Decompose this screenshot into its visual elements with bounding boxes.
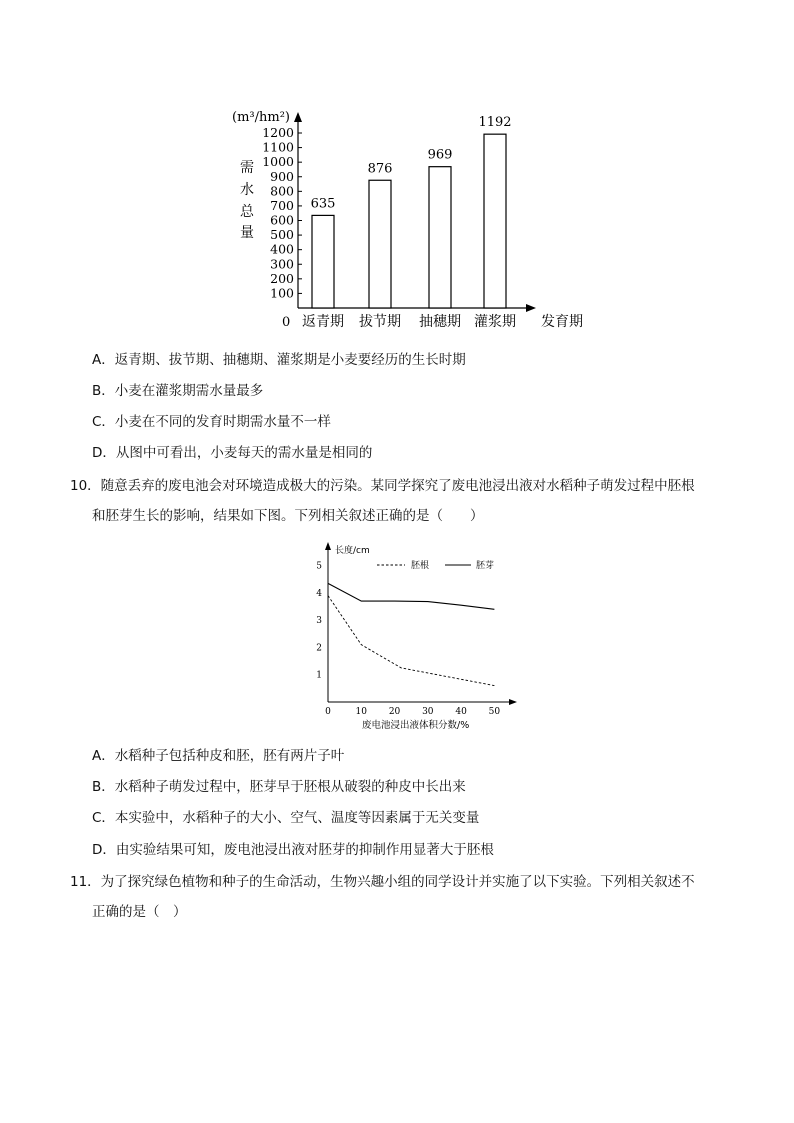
x-axis-arrow — [526, 304, 536, 312]
battery-leachate-line-chart — [305, 538, 525, 738]
y-tick-label: 4 — [316, 588, 322, 599]
q9-option-d: D．从图中可看出，小麦每天的需水量是相同的 — [92, 445, 373, 461]
y-axis-title — [240, 160, 255, 241]
x-tick-label: 抽穗期 — [419, 314, 461, 330]
unit-label: (m³/hm²) — [232, 110, 290, 125]
y-tick-labels — [316, 562, 322, 681]
legend-label-plumule: 胚芽 — [476, 561, 495, 571]
x-tick-label: 50 — [488, 707, 501, 717]
bar-value-label: 635 — [310, 196, 336, 212]
origin-label: 0 — [282, 315, 291, 330]
bar-value-label: 1192 — [478, 115, 512, 131]
bar-value-label: 876 — [367, 161, 393, 177]
y-axis-title-char: 水 — [240, 182, 254, 198]
bars — [311, 115, 512, 308]
y-axis-title-char: 总 — [240, 204, 254, 220]
plumule-series-line — [328, 583, 494, 609]
bar — [429, 167, 451, 308]
q10-option-b: B．水稻种子萌发过程中，胚芽早于胚根从破裂的种皮中长出来 — [92, 779, 466, 795]
y-axis-title: 长度/cm — [335, 546, 370, 556]
x-axis-title: 废电池浸出液体积分数/% — [362, 720, 470, 731]
x-axis-title: 发育期 — [541, 314, 583, 330]
q10-option-c: C．本实验中，水稻种子的大小、空气、温度等因素属于无关变量 — [92, 810, 480, 826]
y-tick-label: 100 — [270, 285, 294, 301]
y-tick-label: 2 — [316, 643, 322, 654]
x-tick-label: 20 — [388, 707, 401, 717]
series-lines — [328, 583, 494, 685]
q10-option-a: A．水稻种子包括种皮和胚，胚有两片子叶 — [92, 748, 345, 764]
q11-stem-line1: 11．为了探究绿色植物和种子的生命活动，生物兴趣小组的同学设计并实施了以下实验。下列相关叙述不 — [70, 874, 695, 890]
y-axis-arrow — [325, 542, 331, 550]
y-axis-arrow — [294, 112, 302, 122]
q9-option-b: B．小麦在灌浆期需水量最多 — [92, 383, 264, 399]
y-tick-label: 800 — [270, 183, 294, 199]
x-tick-labels — [302, 313, 516, 330]
water-demand-bar-chart — [220, 100, 600, 340]
y-tick-label: 5 — [316, 561, 322, 572]
bar — [369, 180, 391, 308]
radicle-series-line — [328, 596, 494, 686]
y-tick-label: 1 — [316, 670, 322, 681]
y-tick-label: 500 — [270, 227, 294, 243]
y-tick-label: 900 — [270, 168, 294, 184]
q9-option-a: A．返青期、拔节期、抽穗期、灌浆期是小麦要经历的生长时期 — [92, 352, 466, 368]
x-axis-arrow — [509, 699, 517, 705]
y-tick-label: 400 — [270, 241, 294, 257]
legend — [377, 559, 494, 571]
x-tick-label: 灌浆期 — [474, 314, 516, 330]
q9-option-c: C．小麦在不同的发育时期需水量不一样 — [92, 414, 331, 430]
y-tick-label: 3 — [316, 616, 322, 627]
y-tick-label: 200 — [270, 270, 294, 286]
q10-stem-line2: 和胚芽生长的影响，结果如下图。下列相关叙述正确的是（ ） — [92, 508, 484, 524]
y-tick-label: 1100 — [262, 139, 294, 155]
y-axis-title-char: 需 — [240, 160, 254, 176]
y-tick-label: 700 — [270, 197, 294, 213]
y-axis-title-char: 量 — [240, 225, 254, 241]
x-tick-labels — [325, 707, 500, 717]
q10-option-d: D．由实验结果可知，废电池浸出液对胚芽的抑制作用显著大于胚根 — [92, 842, 494, 858]
q11-stem-line2: 正确的是（ ） — [92, 904, 187, 920]
x-tick-label: 10 — [355, 707, 367, 717]
y-tick-label: 1000 — [262, 154, 294, 170]
x-tick-label: 40 — [455, 707, 467, 717]
bar — [484, 134, 506, 308]
x-tick-label: 0 — [325, 707, 331, 717]
x-tick-label: 返青期 — [302, 314, 344, 330]
legend-label-radicle: 胚根 — [411, 561, 430, 571]
bar-value-label: 969 — [427, 147, 453, 163]
x-tick-label: 拔节期 — [359, 314, 401, 330]
y-tick-label: 1200 — [262, 125, 294, 140]
bar — [312, 215, 334, 308]
y-tick-label: 300 — [270, 256, 294, 272]
y-tick-label: 600 — [270, 212, 294, 228]
q10-stem-line1: 10．随意丢弃的废电池会对环境造成极大的污染。某同学探究了废电池浸出液对水稻种子萌发过程中胚根 — [70, 478, 695, 494]
x-tick-label: 30 — [422, 707, 434, 717]
y-tick-labels — [262, 125, 302, 300]
